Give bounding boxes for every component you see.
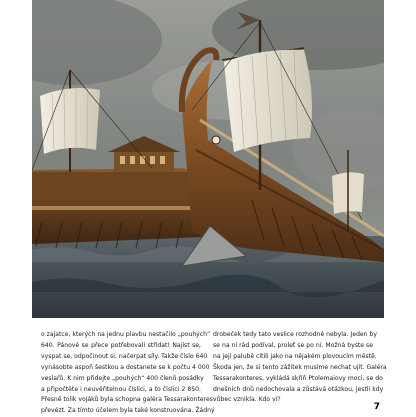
galley-illustration-svg xyxy=(32,0,384,318)
text-line: o zajatce, kterých na jednu plavbu nestačilo „pouhých“ xyxy=(41,331,211,338)
left-sail xyxy=(40,88,100,154)
text-line: vyspat se, odpočinout si, načerpat síly. Takže číslo 640 xyxy=(41,352,208,360)
main-sail xyxy=(224,50,312,152)
text-line: Přesně tolik vojáků byla schopna galéra Tessarakonteres xyxy=(41,396,213,404)
text-line: vynásobte aspoň šestkou a dostanete se k počtu 4 000 xyxy=(41,363,210,371)
text-line: a připočtěte i neuvěřitelnou číslici, a to číslici 2 850. xyxy=(41,385,201,393)
text-line: Tessarakonteres, vykládá skříň Ptolemaiovy moci, se do xyxy=(213,374,383,382)
text-line: Škoda jen, že si tento zážitek musíme nechat ujít. Galéra xyxy=(213,363,387,371)
text-line: veslařů. K nim přidejte „pouhých“ 400 členů posádky xyxy=(41,374,204,382)
text-line: vůbec vznikla. Kdo ví? xyxy=(213,396,281,404)
text-line: se na ní rád podíval, proleť se po ní. Možná byste se xyxy=(213,341,373,349)
text-line: převézt. Za tímto účelem byla také konstruována. Žádný xyxy=(41,407,215,415)
text-line: drobeček tedy tato veslice rozhodně nebyla. Jeden by xyxy=(213,331,377,338)
galley-illustration xyxy=(32,0,384,318)
text-line: dnešních dnů nedochovala a zůstává otázkou, jestli kdy xyxy=(213,385,384,393)
page-number: 7 xyxy=(373,402,380,412)
text-line: na její palubě cítili jako na nějakém plovoucím městě. xyxy=(213,352,377,360)
left-column xyxy=(41,330,215,417)
right-column xyxy=(213,330,387,417)
text-line: 640. Pánové se přece potřebovali střídat! Najíst se, xyxy=(41,341,201,349)
prow-eye xyxy=(212,136,220,144)
text-columns xyxy=(41,330,387,417)
